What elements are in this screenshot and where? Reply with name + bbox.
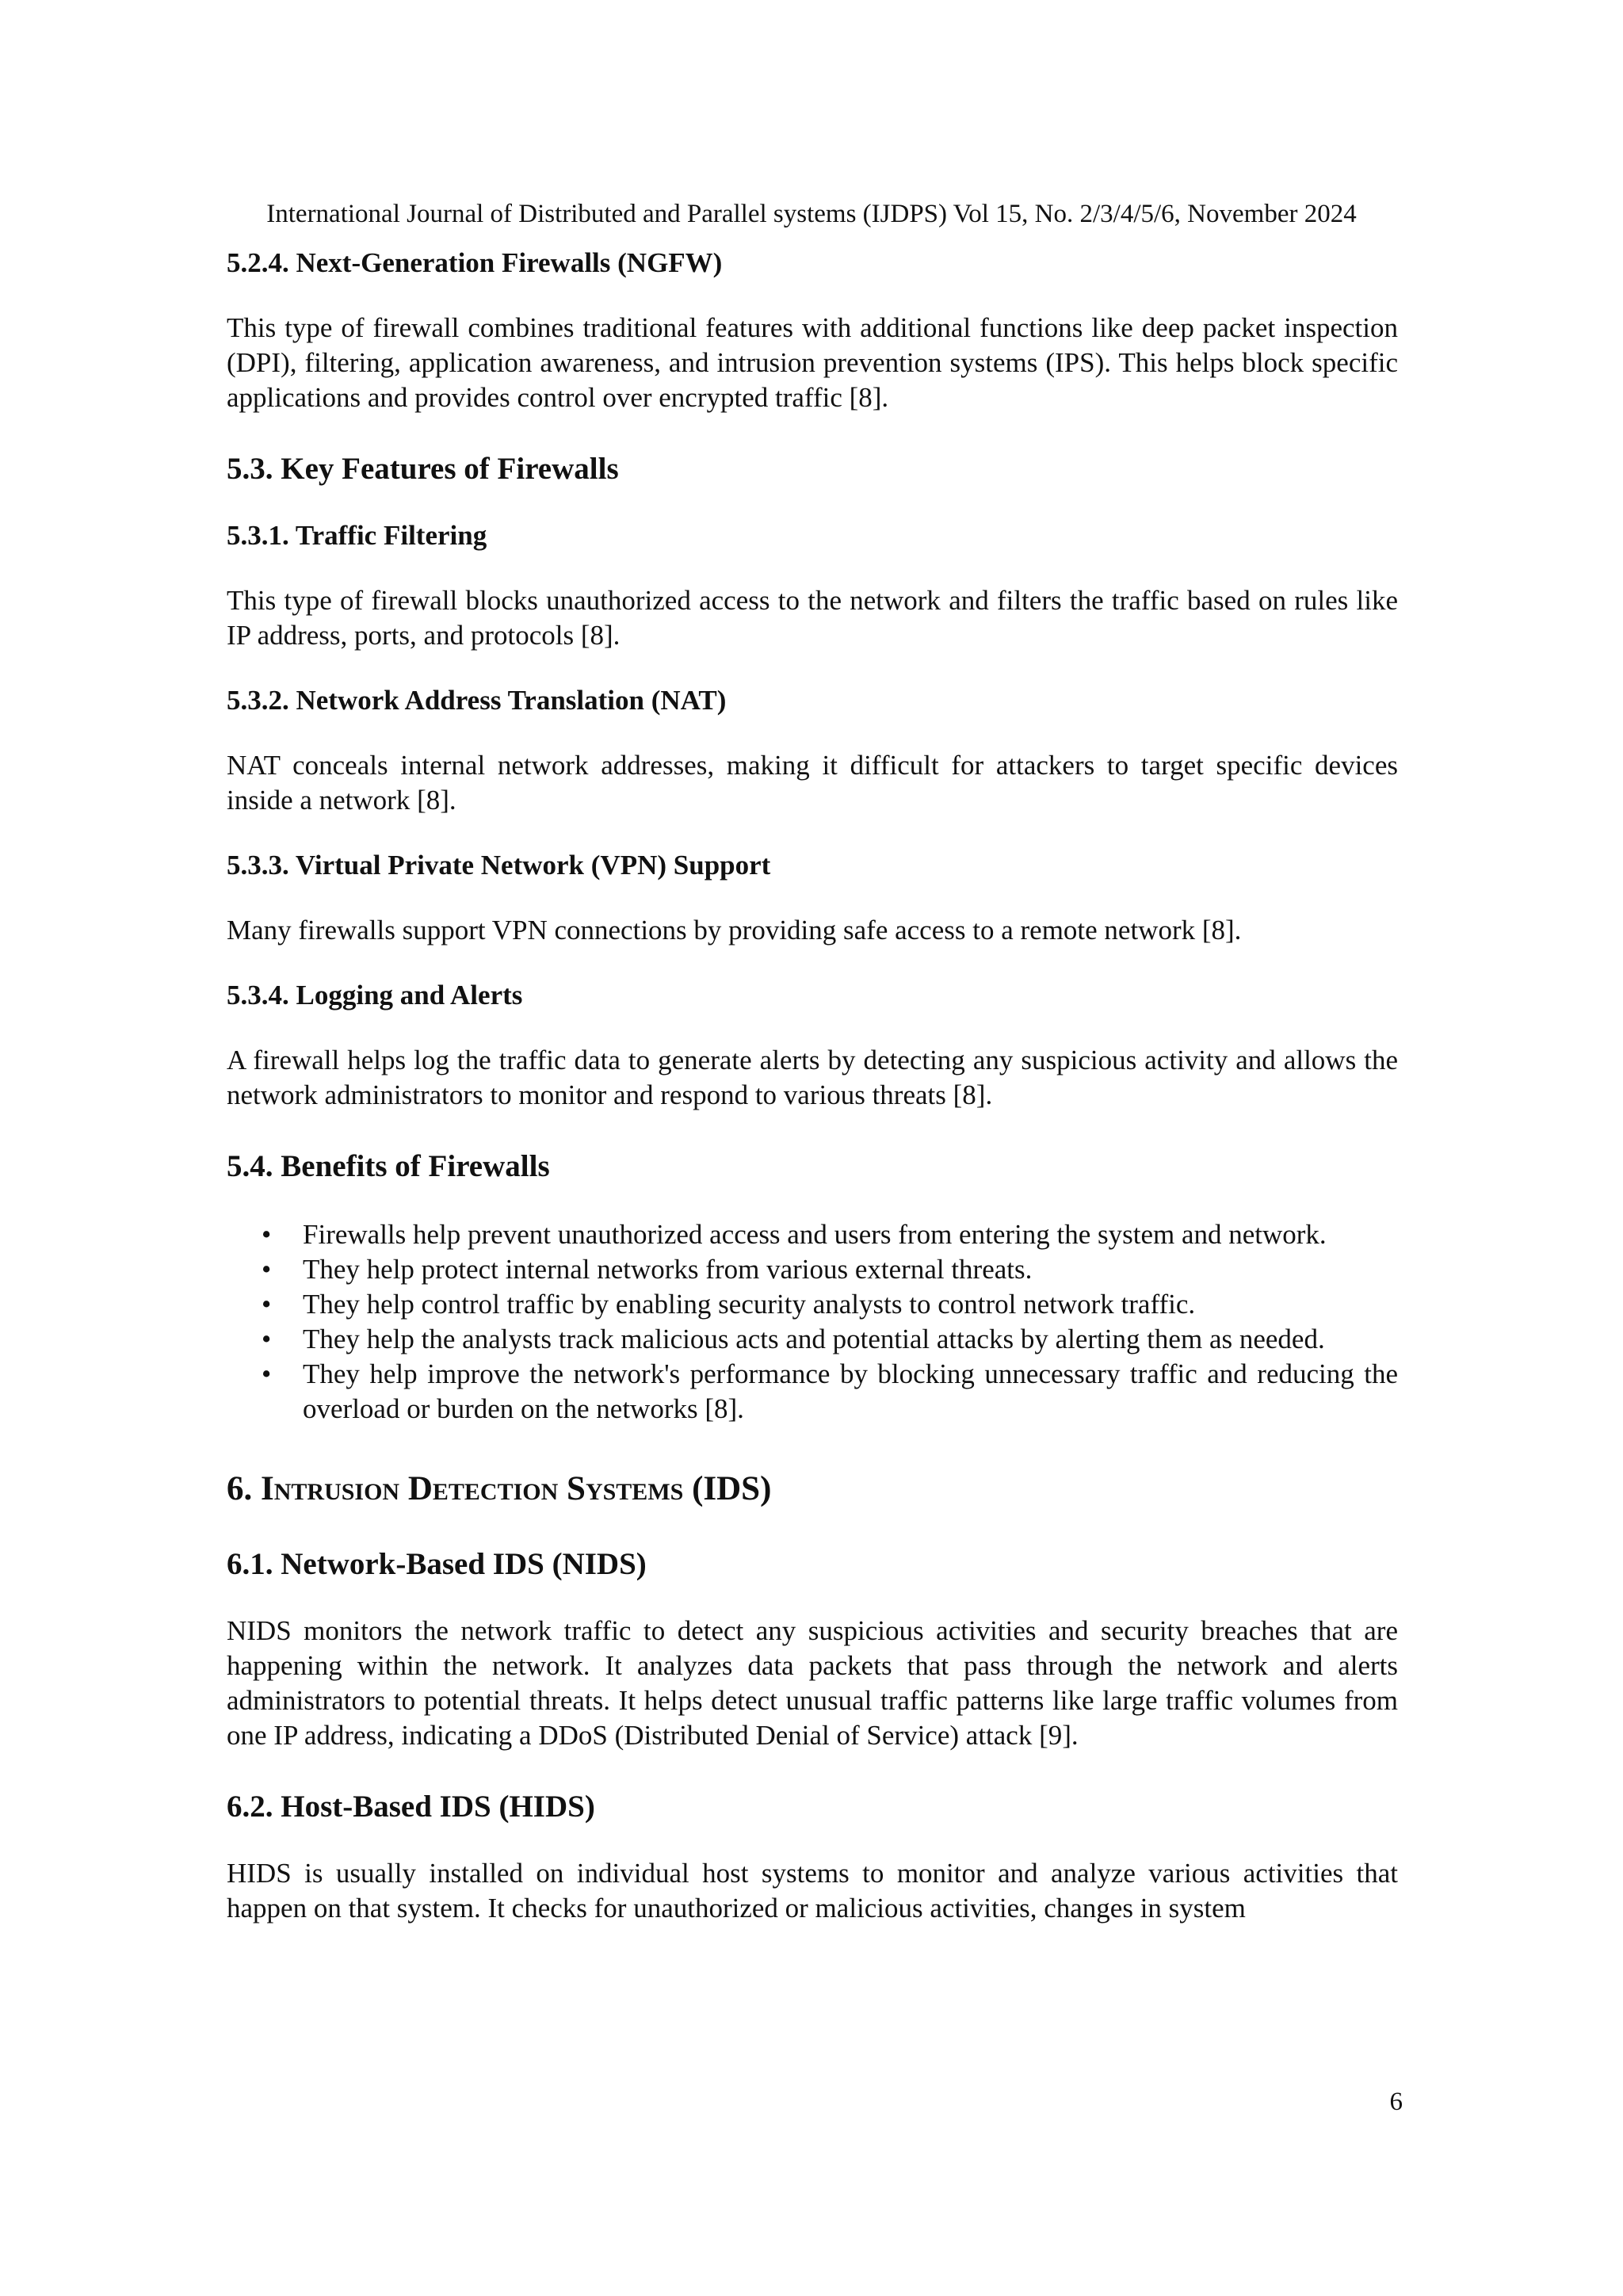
- section-heading-5-3-1: 5.3.1. Traffic Filtering: [227, 520, 487, 551]
- section-body-5-2-4: This type of firewall combines traditional features with additional functions like deep packet inspection (DPI), filtering, application awareness, and intrusion prevention systems (IPS). This helps block specific applications and provides control over encrypted traffic [8].: [227, 312, 1398, 413]
- section-body-6-2: HIDS is usually installed on individual host systems to monitor and analyze various activities that happen on that system. It checks for unauthorized or malicious activities, changes in system: [227, 1858, 1398, 1924]
- section-body-6-1: NIDS monitors the network traffic to detect any suspicious activities and security breaches that are happening within the network. It analyzes data packets that pass through the network and alerts administrators to potential threats. It helps detect unusual traffic patterns like large traffic volumes from one IP address, indicating a DDoS (Distributed Denial of Service) attack [9].: [227, 1615, 1398, 1751]
- section-body-5-3-2: NAT conceals internal network addresses, making it difficult for attackers to target specific devices inside a network [8].: [227, 750, 1398, 816]
- list-item: [227, 1322, 1398, 1357]
- section-heading-6-2: 6.2. Host-Based IDS (HIDS): [227, 1790, 595, 1824]
- list-item: [227, 1287, 1398, 1322]
- section-heading-5-3: 5.3. Key Features of Firewalls: [227, 452, 619, 486]
- bullet-icon: •: [262, 1219, 272, 1250]
- section-heading-5-3-2: 5.3.2. Network Address Translation (NAT): [227, 685, 727, 716]
- section-acronym: (IDS): [692, 1470, 772, 1507]
- section-heading-5-3-3: 5.3.3. Virtual Private Network (VPN) Support: [227, 850, 771, 881]
- list-item: [227, 1357, 1398, 1427]
- section-number: 6.: [227, 1470, 253, 1507]
- section-body-5-3-4: A firewall helps log the traffic data to generate alerts by detecting any suspicious activity and allows the network administrators to monitor and respond to various threats [8].: [227, 1045, 1398, 1110]
- list-item: [227, 1217, 1398, 1252]
- list-item-text: They help improve the network's performance by blocking unnecessary traffic and reducing the overload or burden on the networks [8].: [303, 1358, 1398, 1424]
- section-body-5-3-1: This type of firewall blocks unauthorized access to the network and filters the traffic based on rules like IP address, ports, and protocols [8].: [227, 585, 1398, 651]
- page-number: 6: [1389, 2088, 1403, 2116]
- bullet-icon: •: [262, 1289, 272, 1320]
- list-item-text: They help protect internal networks from various external threats.: [303, 1254, 1033, 1285]
- benefits-list: [227, 1217, 1398, 1427]
- list-item-text: Firewalls help prevent unauthorized access and users from entering the system and network.: [303, 1219, 1327, 1250]
- running-header: International Journal of Distributed and Parallel systems (IJDPS) Vol 15, No. 2/3/4/5/6, November 2024: [266, 200, 1357, 228]
- list-item-text: They help control traffic by enabling security analysts to control network traffic.: [303, 1289, 1196, 1320]
- section-title: Intrusion Detection Systems: [261, 1470, 684, 1507]
- section-heading-5-2-4: 5.2.4. Next-Generation Firewalls (NGFW): [227, 247, 723, 278]
- list-item-text: They help the analysts track malicious acts and potential attacks by alerting them as needed.: [303, 1324, 1325, 1354]
- page-content: [227, 246, 1398, 1926]
- list-item: [227, 1252, 1398, 1287]
- section-body-5-3-3: Many firewalls support VPN connections by providing safe access to a remote network [8].: [227, 915, 1242, 946]
- bullet-icon: •: [262, 1254, 272, 1285]
- bullet-icon: •: [262, 1324, 272, 1354]
- section-heading-5-3-4: 5.3.4. Logging and Alerts: [227, 980, 523, 1010]
- bullet-icon: •: [262, 1358, 272, 1389]
- section-heading-6: [227, 1468, 1398, 1511]
- section-heading-5-4: 5.4. Benefits of Firewalls: [227, 1149, 550, 1183]
- section-heading-6-1: 6.1. Network-Based IDS (NIDS): [227, 1547, 647, 1581]
